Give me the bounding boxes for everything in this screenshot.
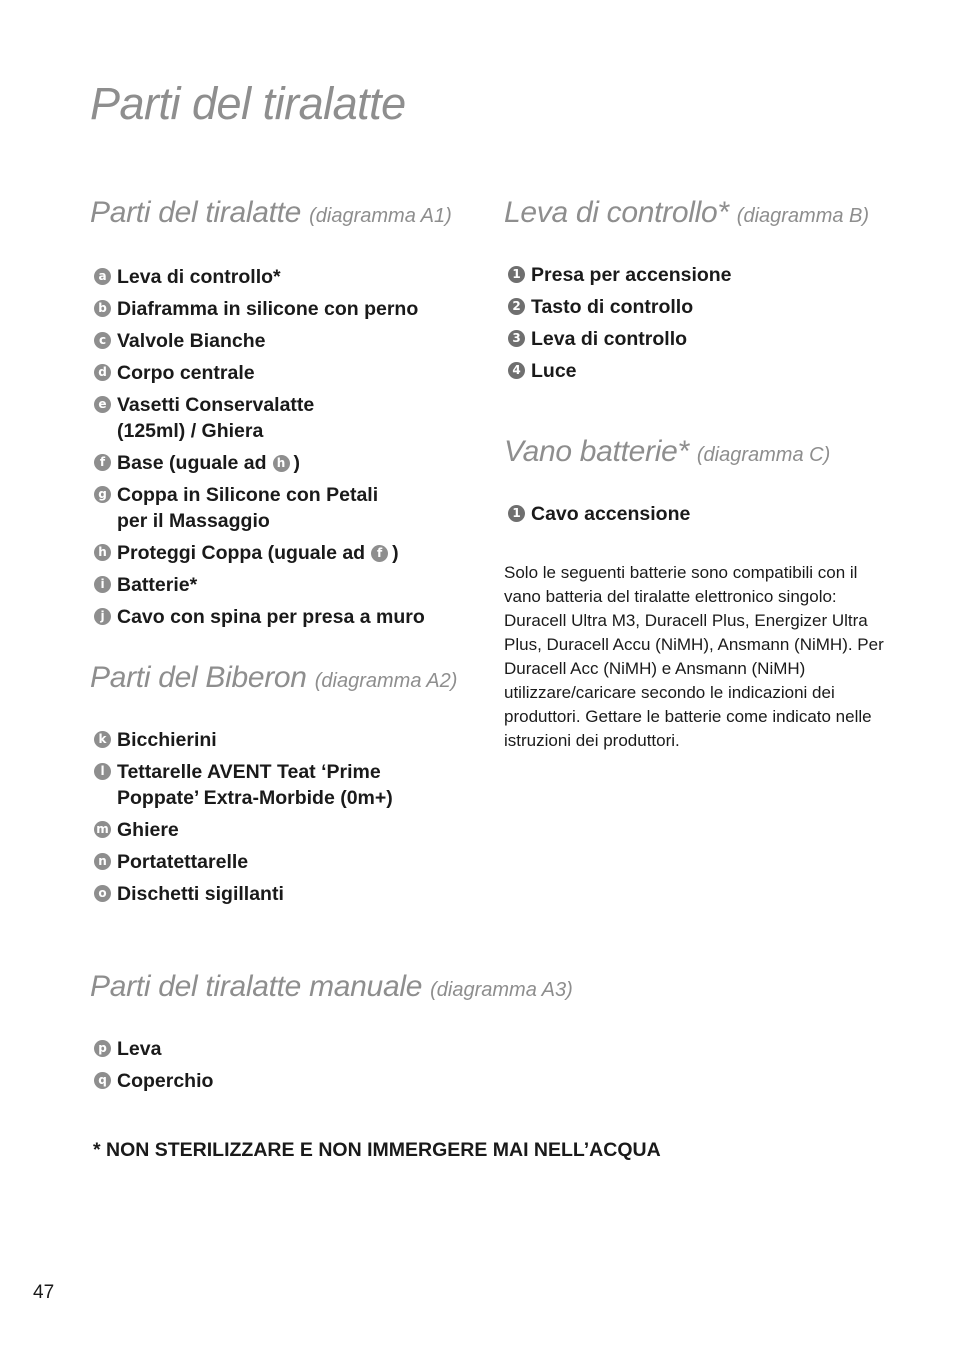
item-label: Luce [531, 360, 577, 382]
parts-list [504, 501, 924, 527]
section-heading [504, 435, 924, 469]
item-marker-icon: 2 [508, 298, 525, 315]
list-item [90, 604, 490, 630]
parts-list [90, 727, 490, 907]
item-label: Vasetti Conservalatte (125ml) / Ghiera [117, 394, 315, 442]
item-label: Cavo con spina per presa a muro [117, 606, 425, 628]
page-title: Parti del tiralatte [90, 78, 406, 129]
list-item [90, 759, 490, 811]
item-marker-icon: f [94, 454, 111, 471]
item-label: Cavo accensione [531, 503, 691, 525]
list-item [90, 392, 490, 444]
item-label: Tettarelle AVENT Teat ‘Prime Poppate’ Extra-Morbide (0m+) [117, 761, 393, 809]
list-item [90, 817, 490, 843]
parts-list [90, 264, 490, 630]
item-label: Leva di controllo [531, 328, 688, 350]
item-marker-icon: l [94, 763, 111, 780]
list-item [90, 360, 490, 386]
section-manual-pump-parts [90, 970, 790, 1100]
section-title: Parti del tiralatte [90, 196, 302, 229]
item-marker-icon: 1 [508, 266, 525, 283]
item-label: Dischetti sigillanti [117, 883, 284, 905]
list-item [90, 450, 490, 476]
item-marker-icon: d [94, 364, 111, 381]
item-label: Bicchierini [117, 729, 217, 751]
item-marker-icon: f [371, 545, 388, 562]
section-title: Parti del Biberon [90, 661, 307, 694]
list-item [90, 1036, 790, 1062]
item-label: Ghiere [117, 819, 179, 841]
page-number: 47 [33, 1282, 55, 1303]
item-marker-icon: j [94, 608, 111, 625]
list-item [90, 881, 490, 907]
list-item [504, 326, 924, 352]
section-heading [90, 661, 490, 695]
list-item [90, 572, 490, 598]
section-biberon-parts [90, 661, 490, 913]
section-control-lever [504, 196, 924, 390]
list-item [504, 358, 924, 384]
item-marker-icon: h [273, 455, 290, 472]
item-marker-icon: k [94, 731, 111, 748]
item-marker-icon: g [94, 486, 111, 503]
section-subtitle: (diagramma A2) [314, 670, 458, 692]
item-label: Coppa in Silicone con Petali per il Massaggio [117, 484, 379, 532]
list-item [90, 264, 490, 290]
item-marker-icon: e [94, 396, 111, 413]
list-item [90, 540, 490, 566]
item-label-end: ) [293, 452, 301, 474]
section-heading [90, 970, 790, 1004]
item-label: Valvole Bianche [117, 330, 266, 352]
item-marker-icon: b [94, 300, 111, 317]
section-subtitle: (diagramma A1) [309, 205, 452, 227]
section-subtitle: (diagramma A3) [430, 979, 573, 1001]
item-marker-icon: m [94, 821, 111, 838]
item-label: Corpo centrale [117, 362, 255, 384]
item-marker-icon: 1 [508, 505, 525, 522]
list-item [90, 328, 490, 354]
list-item [504, 262, 924, 288]
item-marker-icon: q [94, 1072, 111, 1089]
section-heading [504, 196, 924, 230]
item-label: Batterie* [117, 574, 198, 596]
item-marker-icon: i [94, 576, 111, 593]
item-label: Presa per accensione [531, 264, 732, 286]
section-title: Vano batterie* [504, 435, 689, 468]
list-item [90, 482, 490, 534]
list-item [504, 294, 924, 320]
section-title: Parti del tiralatte manuale [90, 970, 423, 1003]
item-label: Leva [117, 1038, 162, 1060]
item-marker-icon: o [94, 885, 111, 902]
item-label [117, 450, 300, 476]
sterilization-warning: * NON STERILIZZARE E NON IMMERGERE MAI NELL’ACQUA [93, 1139, 661, 1161]
list-item [90, 849, 490, 875]
list-item [90, 1068, 790, 1094]
section-heading [90, 196, 490, 230]
item-marker-icon: c [94, 332, 111, 349]
section-subtitle: (diagramma C) [696, 444, 831, 466]
item-label: Coperchio [117, 1070, 214, 1092]
battery-compatibility-note: Solo le seguenti batterie sono compatibili con il vano batteria del tiralatte elettronico singolo: Duracell Ultra M3, Duracell Plus, Energizer Ultra Plus, Duracell Accu (NiMH), Ansmann (NiMH). Per Duracell Acc (NiMH) e Ansmann (NiMH) utilizzare/caricare secondo le indicazioni dei produttori. Gettare le batterie come indicato nelle istruzioni dei produttori. [504, 563, 884, 750]
list-item [504, 501, 924, 527]
item-label: Diaframma in silicone con perno [117, 298, 419, 320]
item-label-start: Base (uguale ad [117, 452, 267, 474]
item-marker-icon: n [94, 853, 111, 870]
item-label-start: Proteggi Coppa (uguale ad [117, 542, 366, 564]
item-label: Leva di controllo* [117, 266, 281, 288]
item-marker-icon: h [94, 544, 111, 561]
section-title: Leva di controllo* [504, 196, 729, 229]
item-marker-icon: a [94, 268, 111, 285]
section-subtitle: (diagramma B) [736, 205, 870, 227]
item-label-end: ) [392, 542, 399, 564]
list-item [90, 296, 490, 322]
parts-list [504, 262, 924, 384]
item-label: Portatettarelle [117, 851, 249, 873]
item-marker-icon: 3 [508, 330, 525, 347]
item-label: Tasto di controllo [531, 296, 694, 318]
section-battery-compartment [504, 435, 924, 527]
parts-list [90, 1036, 790, 1094]
list-item [90, 727, 490, 753]
item-label [117, 540, 399, 566]
section-tiralatte-parts [90, 196, 490, 636]
item-marker-icon: 4 [508, 362, 525, 379]
item-marker-icon: p [94, 1040, 111, 1057]
